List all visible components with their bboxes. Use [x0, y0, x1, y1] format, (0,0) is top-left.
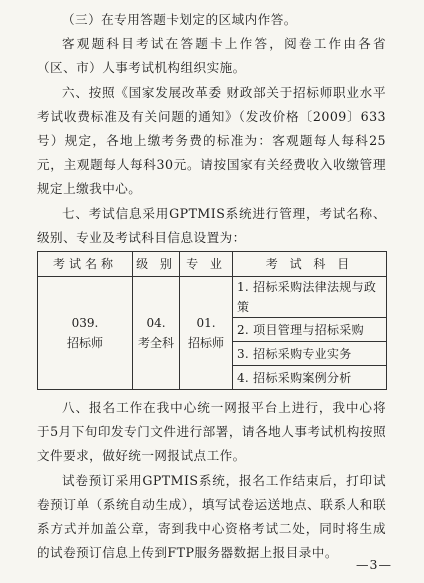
paragraph-section-seven: 七、考试信息采用GPTMIS系统进行管理，考试名称、级别、专业及考试科目信息设置为：: [37, 205, 386, 245]
exam-info-table: [37, 251, 387, 390]
exam-name-cell: [38, 277, 133, 390]
header-exam-name: 考试名称: [38, 252, 133, 277]
paragraph-paper-ordering: 试卷预订采用GPTMIS系统，报名工作结束后，打印试卷预订单（系统自动生成），填写试卷运送地点、联系人和联系方式并加盖公章，寄到我中心资格考试二处，同时将生成的试卷预订信息上传到FTP服务器数据上报目录中。: [37, 472, 386, 561]
header-major: 专 业: [180, 252, 233, 277]
level-text: 考全科: [137, 336, 174, 351]
header-subject: 考 试 科 目: [233, 252, 387, 277]
major-code: 01.: [196, 316, 216, 331]
subject-cell: 1. 招标采购法律法规与政策: [233, 277, 387, 318]
level-code: 04.: [146, 316, 166, 331]
paragraph-item-three: （三）在专用答题卡划定的区域内作答。: [62, 12, 297, 27]
major-text: 招标师: [187, 336, 224, 351]
subject-cell: 2. 项目管理与招标采购: [233, 318, 387, 342]
header-level: 级 别: [133, 252, 180, 277]
page-number: —3—: [356, 557, 392, 572]
subject-cell: 3. 招标采购专业实务: [233, 342, 387, 366]
paragraph-section-eight: 八、报名工作在我中心统一网报平台上进行，我中心将于5月下旬印发专门文件进行部署，请各地人事考试机构按照文件要求，做好统一网报试点工作。: [37, 400, 386, 464]
exam-name-code: 039.: [71, 316, 99, 331]
subject-cell: 4. 招标采购案例分析: [233, 366, 387, 390]
paragraph-section-six: 六、按照《国家发展改革委 财政部关于招标师职业水平考试收费标准及有关问题的通知》（发改价格〔2009〕633号）规定，各地上缴考务费的标准为：客观题每人每科25元，主观题每人每科30元。请按国家有关经费收入收缴管理规定上缴我中心。: [37, 84, 386, 197]
major-cell: [180, 277, 233, 390]
exam-name-text: 招标师: [66, 336, 103, 351]
table-header-row: [38, 252, 387, 277]
paragraph-objective-exam: 客观题科目考试在答题卡上作答，阅卷工作由各省（区、市）人事考试机构组织实施。: [37, 36, 386, 76]
table-row: [38, 277, 387, 318]
level-cell: [133, 277, 180, 390]
